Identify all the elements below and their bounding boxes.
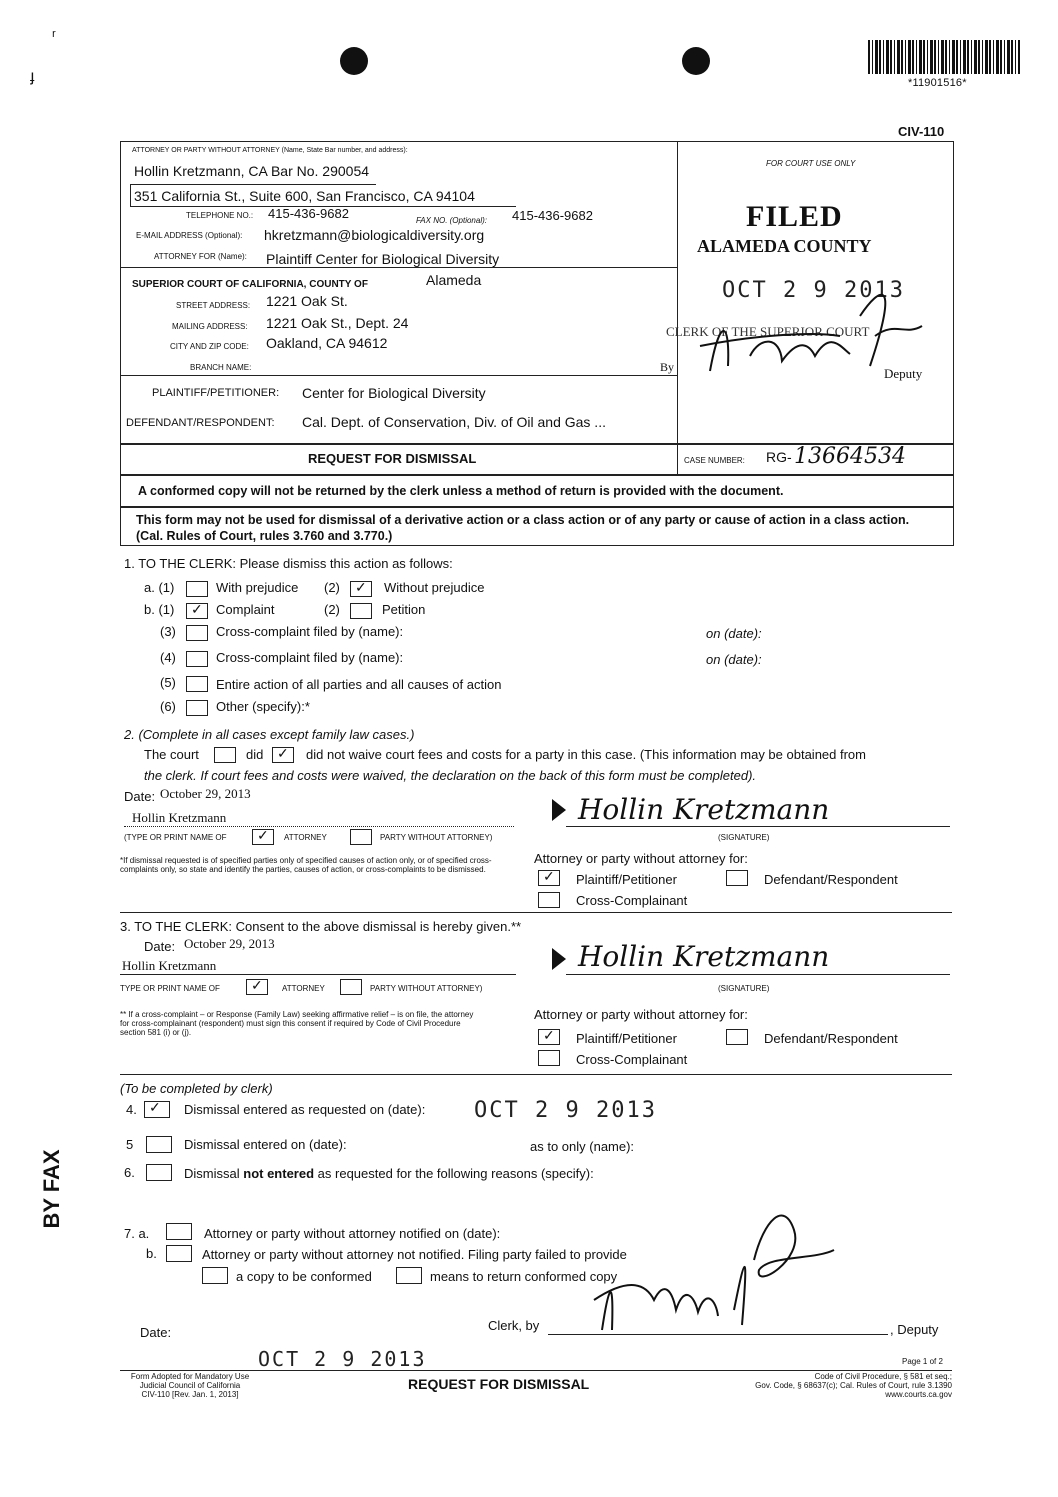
s3-signature: Hollin Kretzmann (578, 940, 830, 973)
s3-attorney-label: ATTORNEY (282, 984, 325, 993)
s2-date: October 29, 2013 (160, 786, 251, 801)
notice-1-text: A conformed copy will not be returned by the clerk unless a method of return is provided with the document. (138, 484, 784, 498)
c4-checkbox[interactable]: ✓ (144, 1101, 170, 1118)
filed-stamp-county: ALAMEDA COUNTY (697, 236, 872, 256)
filed-stamp-by: By (660, 360, 675, 374)
c7a-text: Attorney or party without attorney notified on (date): (204, 1226, 501, 1241)
rule (130, 184, 376, 185)
cross-complaint-1-label: Cross-complaint filed by (name): (216, 624, 404, 639)
c5-num: 5 (126, 1137, 134, 1152)
attorney-header: ATTORNEY OR PARTY WITHOUT ATTORNEY (Name, State Bar number, and address): (132, 147, 408, 154)
a2-num: (2) (324, 580, 340, 595)
c7b1-checkbox[interactable] (202, 1267, 228, 1284)
s3-for-label: Attorney or party without attorney for: (534, 1007, 748, 1022)
form-code: CIV-110 (898, 124, 945, 139)
s3-intro (120, 919, 521, 934)
punch-hole-left (340, 47, 368, 75)
footer-title: REQUEST FOR DISMISSAL (408, 1376, 590, 1392)
s2-party-label: PARTY WITHOUT ATTORNEY) (380, 833, 493, 842)
s2-party-checkbox[interactable] (350, 829, 372, 845)
street-label: STREET ADDRESS: (176, 301, 251, 310)
divider (677, 141, 678, 474)
b6-num: (6) (160, 699, 176, 714)
c6-text-c: as requested for the following reasons (specify): (317, 1166, 594, 1181)
case-number-label: CASE NUMBER: (684, 456, 745, 465)
filed-stamp-date: OCT 2 9 2013 (722, 278, 905, 303)
email: hkretzmann@biologicaldiversity.org (264, 227, 485, 243)
s2-cross-checkbox[interactable] (538, 892, 560, 908)
city-label: CITY AND ZIP CODE: (170, 342, 249, 351)
clerk-by: Clerk, by (488, 1318, 540, 1333)
s2-the-court: The court (144, 747, 199, 762)
footer-left: Form Adopted for Mandatory Use Judicial Council of California CIV-110 [Rev. Jan. 1, 2013] (130, 1372, 250, 1399)
defendant: Cal. Dept. of Conservation, Div. of Oil and Gas ... (302, 414, 606, 430)
case-number-prefix: RG- (766, 449, 792, 465)
other-label: Other (specify):* (216, 699, 310, 714)
on-date-1: on (date): (706, 626, 762, 641)
footer-page: Page 1 of 2 (902, 1357, 943, 1366)
clerk-date-label: Date: (140, 1325, 172, 1340)
c7b1-text: a copy to be conformed (236, 1269, 372, 1284)
s3-plaintiff-label: Plaintiff/Petitioner (576, 1031, 677, 1046)
s1-b-label: b. (1) (144, 602, 175, 617)
telephone-label: TELEPHONE NO.: (186, 211, 254, 220)
entire-action-label: Entire action of all parties and all causes of action (216, 677, 502, 692)
s3-date-label: Date: (144, 939, 176, 954)
s2-printed-name: Hollin Kretzmann (132, 810, 227, 825)
rule (120, 375, 677, 376)
without-prejudice-label: Without prejudice (384, 580, 485, 595)
filed-stamp-clerk: CLERK OF THE SUPERIOR COURT (666, 324, 870, 339)
s1-intro-text: Please dismiss this action as follows: (239, 556, 453, 571)
s1-intro (124, 556, 453, 571)
s3-intro-bold: 3. TO THE CLERK: (120, 919, 232, 934)
with-prejudice-label: With prejudice (216, 580, 299, 595)
s2-did: did (246, 747, 264, 762)
email-label: E-MAIL ADDRESS (Optional): (136, 231, 243, 240)
b2-num: (2) (324, 602, 340, 617)
court-did-not-checkbox[interactable]: ✓ (272, 747, 294, 763)
punch-hole-right (682, 47, 710, 75)
c6-checkbox[interactable] (146, 1164, 172, 1181)
form-title: REQUEST FOR DISMISSAL (308, 451, 477, 466)
rule (120, 974, 516, 975)
s2-attorney-label: ATTORNEY (284, 833, 327, 842)
c4-date: OCT 2 9 2013 (474, 1098, 657, 1123)
court-use-label: FOR COURT USE ONLY (766, 159, 856, 168)
s2-plaintiff-label: Plaintiff/Petitioner (576, 872, 677, 887)
city: Oakland, CA 94612 (266, 335, 388, 351)
b3-num: (3) (160, 624, 176, 639)
cross-complaint-2-label: Cross-complaint filed by (name): (216, 650, 404, 665)
attorney-name: Hollin Kretzmann, CA Bar No. 290054 (134, 163, 370, 179)
c6-text-a: Dismissal (184, 1166, 240, 1181)
s2-line2: the clerk. If court fees and costs were waived, the declaration on the back of this form must be completed). (144, 768, 757, 783)
footer-right: Code of Civil Procedure, § 581 et seq.; Gov. Code, § 68637(c); Cal. Rules of Court, rule 3.1390 www.courts.ca.gov (755, 1372, 952, 1399)
c4-text: Dismissal entered as requested on (date): (184, 1102, 426, 1117)
cross-complaint-2-checkbox[interactable] (186, 651, 208, 667)
court-header: SUPERIOR COURT OF CALIFORNIA, COUNTY OF (132, 279, 368, 290)
footer-rule (120, 1370, 952, 1371)
s2-attorney-checkbox[interactable]: ✓ (252, 829, 274, 845)
county: Alameda (426, 272, 482, 288)
without-prejudice-checkbox[interactable]: ✓ (350, 581, 372, 597)
rule (124, 826, 514, 827)
mailing: 1221 Oak St., Dept. 24 (266, 315, 409, 331)
plaintiff-label: PLAINTIFF/PETITIONER: (152, 387, 280, 399)
c7b2-checkbox[interactable] (396, 1267, 422, 1284)
s3-party-checkbox[interactable] (340, 979, 362, 995)
s3-date: October 29, 2013 (184, 936, 275, 951)
fax: 415-436-9682 (512, 208, 593, 223)
s3-footnote: ** If a cross-complaint – or Response (Family Law) seeking affirmative relief – is on file, the attorney for cross-complainant (respondent) must sign this consent if required by Code of Civil Procedure section 581 (i) or (j). (120, 1010, 474, 1037)
section-divider (120, 912, 952, 913)
s2-defendant-label: Defendant/Respondent (764, 872, 898, 887)
filed-stamp-deputy: Deputy (884, 366, 923, 381)
barcode (868, 40, 1020, 74)
street: 1221 Oak St. (266, 293, 348, 309)
s3-attorney-checkbox[interactable]: ✓ (246, 979, 268, 995)
margin-mark: ʳ (52, 28, 56, 45)
court-did-checkbox[interactable] (214, 747, 236, 763)
mailing-label: MAILING ADDRESS: (172, 322, 248, 331)
by-fax-side-text: BY FAX (39, 1149, 64, 1229)
rule (566, 974, 950, 975)
defendant-label: DEFENDANT/RESPONDENT: (126, 417, 275, 429)
barcode-number: *11901516* (908, 77, 967, 89)
plaintiff: Center for Biological Diversity (302, 385, 486, 401)
c6-text-b: not entered (243, 1166, 315, 1181)
s3-plaintiff-checkbox[interactable]: ✓ (538, 1029, 560, 1045)
telephone: 415-436-9682 (268, 206, 349, 221)
s3-defendant-label: Defendant/Respondent (764, 1031, 898, 1046)
c6-text (184, 1166, 594, 1181)
s2-cross-label: Cross-Complainant (576, 893, 688, 908)
c7-num: 7. a. (124, 1226, 150, 1241)
c6-num: 6. (124, 1165, 135, 1180)
s3-intro-text: Consent to the above dismissal is hereby given.** (235, 919, 522, 934)
case-number: 13664534 (794, 444, 906, 469)
s2-for-label: Attorney or party without attorney for: (534, 851, 748, 866)
petition-checkbox[interactable] (350, 603, 372, 619)
rule (130, 184, 131, 206)
s3-printed-name: Hollin Kretzmann (122, 958, 217, 973)
clerk-date: OCT 2 9 2013 (258, 1347, 427, 1371)
rule (566, 826, 950, 827)
signature-arrow (552, 799, 566, 821)
attorney-for: Plaintiff Center for Biological Diversity (266, 251, 500, 267)
cross-complaint-1-checkbox[interactable] (186, 625, 208, 641)
s2-head: 2. (Complete in all cases except family law cases.) (124, 727, 415, 742)
s2-type-label: (TYPE OR PRINT NAME OF (124, 833, 227, 842)
complaint-label: Complaint (216, 602, 275, 617)
c5-checkbox[interactable] (146, 1136, 172, 1153)
clerk-deputy: , Deputy (890, 1322, 939, 1337)
filed-stamp-filed: FILED (746, 200, 843, 233)
s3-signature-label: (SIGNATURE) (718, 984, 770, 993)
clerk-head: (To be completed by clerk) (120, 1081, 273, 1096)
s2-plaintiff-checkbox[interactable]: ✓ (538, 870, 560, 886)
s3-cross-checkbox[interactable] (538, 1050, 560, 1066)
s2-signature: Hollin Kretzmann (578, 793, 830, 826)
fax-label: FAX NO. (Optional): (416, 216, 487, 225)
c5-as-to: as to only (name): (530, 1139, 635, 1154)
notice-2-text: This form may not be used for dismissal of a derivative action or a class action or of any party or cause of action in a class action. (Cal. Rules of Court, rules 3.760 and 3.770.) (136, 513, 910, 543)
s3-type-label: TYPE OR PRINT NAME OF (120, 984, 220, 993)
branch-label: BRANCH NAME: (190, 363, 252, 372)
b4-num: (4) (160, 650, 176, 665)
s2-signature-label: (SIGNATURE) (718, 833, 770, 842)
b5-num: (5) (160, 675, 176, 690)
complaint-checkbox[interactable]: ✓ (186, 603, 208, 619)
other-checkbox[interactable] (186, 700, 208, 716)
signature-arrow (552, 948, 566, 970)
c4-num: 4. (126, 1102, 137, 1117)
s2-did-not: did not waive court fees and costs for a party in this case. (This information may be obtained from (306, 747, 866, 762)
s2-date-label: Date: (124, 789, 156, 804)
s3-cross-label: Cross-Complainant (576, 1052, 688, 1067)
clerk-signature (584, 1200, 844, 1350)
c5-text: Dismissal entered on (date): (184, 1137, 347, 1152)
clerk-stamp-signature (690, 276, 940, 386)
s1-a-label: a. (1) (144, 580, 175, 595)
s3-party-label: PARTY WITHOUT ATTORNEY) (370, 984, 483, 993)
margin-mark: ɟ (30, 68, 35, 85)
on-date-2: on (date): (706, 652, 762, 667)
c7b-checkbox[interactable] (166, 1245, 192, 1262)
s2-footnote: *If dismissal requested is of specified parties only of specified causes of action only, or of specified cross-complaints only, so state and identify the parties, causes of action, or cross-complaints to be dismissed. (120, 856, 492, 874)
rule (120, 267, 677, 268)
c7a-checkbox[interactable] (166, 1223, 192, 1240)
s2-defendant-checkbox[interactable] (726, 870, 748, 886)
attorney-address: 351 California St., Suite 600, San Francisco, CA 94104 (134, 188, 475, 204)
petition-label: Petition (382, 602, 426, 617)
s1-intro-bold: 1. TO THE CLERK: (124, 556, 236, 571)
entire-action-checkbox[interactable] (186, 676, 208, 692)
with-prejudice-checkbox[interactable] (186, 581, 208, 597)
section-divider (120, 1074, 952, 1075)
c7b-text: Attorney or party without attorney not notified. Filing party failed to provide (202, 1247, 627, 1262)
c7b2-text: means to return conformed copy (430, 1269, 618, 1284)
c7b-num: b. (146, 1246, 157, 1261)
attorney-for-label: ATTORNEY FOR (Name): (154, 252, 247, 261)
s3-defendant-checkbox[interactable] (726, 1029, 748, 1045)
